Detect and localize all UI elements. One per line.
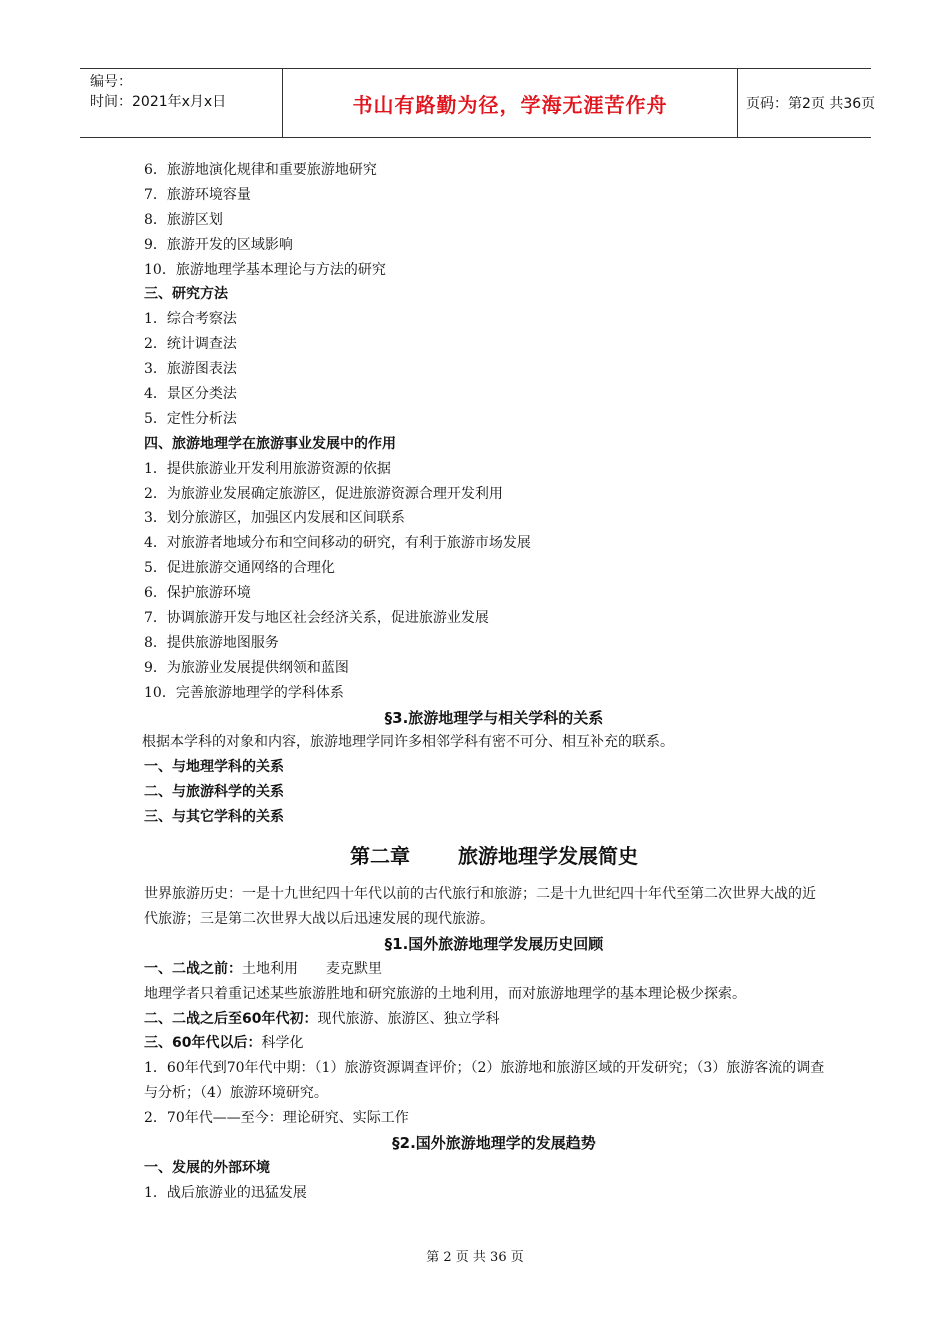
list-item: 8．提供旅游地图服务 xyxy=(144,634,279,651)
list-item: 3．划分旅游区，加强区内发展和区间联系 xyxy=(144,510,405,527)
subheading: 三、60年代以后： xyxy=(144,1035,262,1052)
section-heading-role: 四、旅游地理学在旅游事业发展中的作用 xyxy=(144,435,396,452)
section-title-2: §2.国外旅游地理学的发展趋势 xyxy=(392,1134,596,1153)
subheading-detail: 土地利用 麦克默里 xyxy=(242,960,382,977)
list-item: 4．对旅游者地域分布和空间移动的研究，有利于旅游市场发展 xyxy=(144,535,531,552)
list-item: 10．旅游地理学基本理论与方法的研究 xyxy=(144,261,386,278)
list-item: 1．战后旅游业的迅猛发展 xyxy=(144,1184,307,1201)
list-item: 5．定性分析法 xyxy=(144,410,237,427)
paragraph: 世界旅游历史：一是十九世纪四十年代以前的古代旅行和旅游；二是十九世纪四十年代至第二次世界大战的近代旅游；三是第二次世界大战以后迅速发展的现代旅游。 xyxy=(144,886,816,927)
list-item: 8．旅游区划 xyxy=(144,211,223,228)
subheading-row xyxy=(144,1031,844,1056)
header-motto: 书山有路勤为径，学海无涯苦作舟 xyxy=(282,69,738,137)
chapter-title xyxy=(144,830,844,882)
page-footer: 第 2 页 共 36 页 xyxy=(426,1250,524,1265)
subheading-row xyxy=(144,957,844,982)
list-item: 9．旅游开发的区域影响 xyxy=(144,236,293,253)
subheading-detail: 现代旅游、旅游区、独立学科 xyxy=(317,1010,500,1027)
subheading: 一、二战之前： xyxy=(144,960,242,977)
header-time-label: 时间：2021年x月x日 xyxy=(90,94,227,110)
paragraph: 地理学者只着重记述某些旅游胜地和研究旅游的土地利用，而对旅游地理学的基本理论极少探索。 xyxy=(144,985,746,1002)
paragraph: 1．60年代到70年代中期：（1）旅游资源调查评价；（2）旅游地和旅游区域的开发研究；（3）旅游客流的调查与分析；（4）旅游环境研究。 xyxy=(144,1060,825,1102)
header-number-label: 编号： xyxy=(90,74,132,90)
section-title-3: §3.旅游地理学与相关学科的关系 xyxy=(384,708,604,727)
subheading: 三、与其它学科的关系 xyxy=(144,809,284,826)
list-item: 2．70年代——至今：理论研究、实际工作 xyxy=(144,1110,409,1127)
paragraph: 根据本学科的对象和内容，旅游地理学同许多相邻学科有密不可分、相互补充的联系。 xyxy=(142,734,674,751)
subheading: 二、与旅游科学的关系 xyxy=(144,784,284,801)
header-page-info: 页码：第2页 共36页 xyxy=(746,96,876,112)
section-heading-methods: 三、研究方法 xyxy=(144,286,228,303)
list-item: 2．统计调查法 xyxy=(144,336,237,353)
list-item: 6．保护旅游环境 xyxy=(144,585,251,602)
subheading: 一、与地理学科的关系 xyxy=(144,759,284,776)
chapter-name: 旅游地理学发展简史 xyxy=(458,844,638,869)
document-body xyxy=(144,158,844,1206)
subheading: 二、二战之后至60年代初： xyxy=(144,1010,318,1027)
list-item: 6．旅游地演化规律和重要旅游地研究 xyxy=(144,162,377,178)
list-item: 9．为旅游业发展提供纲领和蓝图 xyxy=(144,659,349,676)
list-item: 7．旅游环境容量 xyxy=(144,186,251,203)
page-header xyxy=(80,68,876,138)
list-item: 3．旅游图表法 xyxy=(144,361,237,378)
list-item: 2．为旅游业发展确定旅游区，促进旅游资源合理开发利用 xyxy=(144,485,503,502)
chapter-number: 第二章 xyxy=(350,844,410,869)
subheading-row xyxy=(144,1007,844,1032)
section-title-1: §1.国外旅游地理学发展历史回顾 xyxy=(384,934,604,953)
list-item: 5．促进旅游交通网络的合理化 xyxy=(144,560,335,577)
list-item: 7．协调旅游开发与地区社会经济关系，促进旅游业发展 xyxy=(144,610,489,627)
list-item: 10．完善旅游地理学的学科体系 xyxy=(144,684,344,701)
list-item: 1．提供旅游业开发利用旅游资源的依据 xyxy=(144,460,391,477)
subheading-detail: 科学化 xyxy=(261,1035,304,1052)
list-item: 1．综合考察法 xyxy=(144,311,237,328)
list-item: 4．景区分类法 xyxy=(144,386,237,403)
subheading: 一、发展的外部环境 xyxy=(144,1159,270,1176)
header-meta xyxy=(80,69,282,137)
